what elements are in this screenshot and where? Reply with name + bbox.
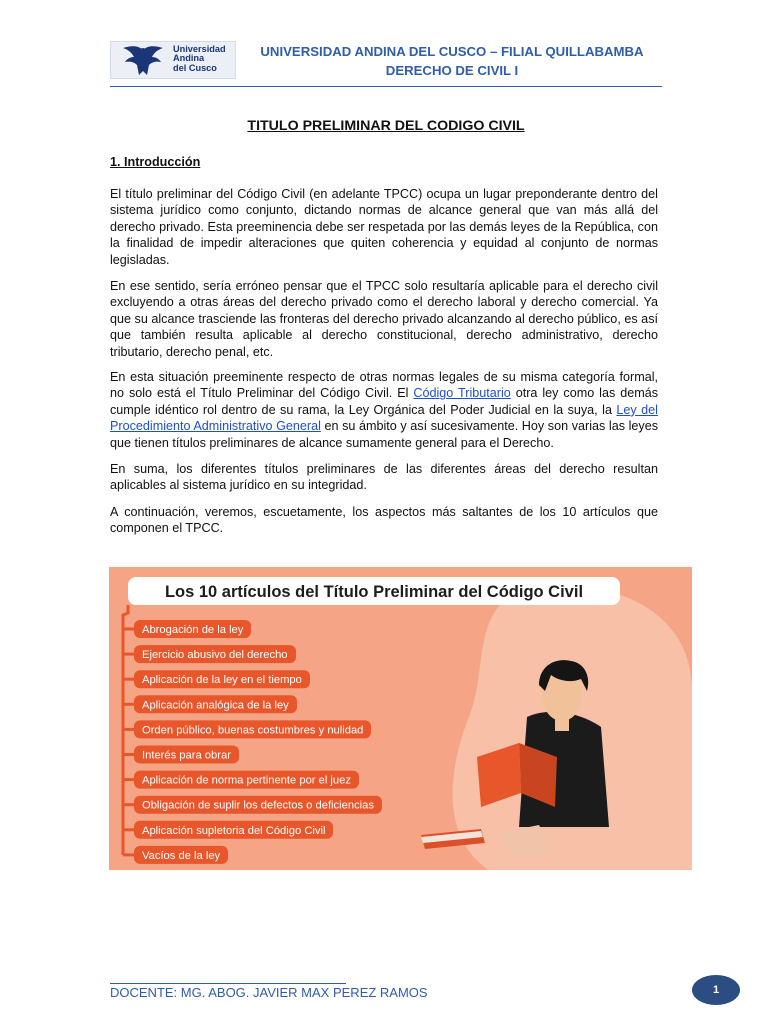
paragraph-5: A continuación, veremos, escuetamente, los aspectos más saltantes de los 10 artículos que componen el TPCC. xyxy=(110,505,658,536)
paragraph-2: En ese sentido, sería erróneo pensar que el TPCC solo resultaría aplicable para el derecho civil excluyendo a otras áreas del derecho privado como el derecho laboral y derecho comercial. Ya que su alcance trasciende las fronteras del derecho privado alcanzando al derecho público, es así que también resulta aplicable al derecho constitucional, derecho administrativo, derecho tributario, derecho penal, etc. xyxy=(110,279,658,359)
document-title: TITULO PRELIMINAR DEL CODIGO CIVIL xyxy=(247,118,525,134)
university-logo xyxy=(110,41,236,79)
footer-teacher: DOCENTE: MG. ABOG. JAVIER MAX PEREZ RAMOS xyxy=(110,985,428,1000)
section-heading: 1. Introducción xyxy=(110,155,201,169)
paragraph-4: En suma, los diferentes títulos preliminares de las diferentes áreas del derecho resultan aplicables al sistema jurídico en su integridad. xyxy=(110,462,658,493)
article-label: Obligación de suplir los defectos o deficiencias xyxy=(142,799,374,812)
infographic xyxy=(109,567,692,870)
article-label: Aplicación de la ley en el tiempo xyxy=(142,674,302,687)
header-university: UNIVERSIDAD ANDINA DEL CUSCO – FILIAL QUILLABAMBA xyxy=(260,44,644,59)
footer-divider xyxy=(110,983,346,984)
article-label: Vacíos de la ley xyxy=(142,849,221,862)
paragraph-1: El título preliminar del Código Civil (en adelante TPCC) ocupa un lugar preponderante dentro del sistema jurídico como conjunto, dictando normas de alcance general que van más allá del derecho privado. Esta preeminencia debe ser respetada por las demás leyes de la República, con la finalidad de impedir alteraciones que quiten coherencia y equidad al conjunto de normas legisladas. xyxy=(110,187,658,267)
link-codigo-tributario[interactable]: Código Tributario xyxy=(413,386,511,401)
article-label: Aplicación supletoria del Código Civil xyxy=(142,824,326,837)
article-label: Interés para obrar xyxy=(142,749,231,762)
article-label: Aplicación analógica de la ley xyxy=(142,699,289,712)
header-divider xyxy=(110,86,662,87)
link-ley-procedimiento-administrativo[interactable]: Ley del Procedimiento Administrativo General xyxy=(110,402,658,434)
article-label: Ejercicio abusivo del derecho xyxy=(142,649,288,662)
infographic-title: Los 10 artículos del Título Preliminar del Código Civil xyxy=(164,583,584,601)
paragraph-3: En esta situación preeminente respecto de otras normas legales de su misma categoría formal, no solo está el Título Preliminar del Código Civil. El Código Tributario otra ley como las demás cumple idéntico rol dentro de su rama, la Ley Orgánica del Poder Judicial en la suya, la Ley del Procedimiento Administrativo General en su ámbito y así sucesivamente. Hoy son varias las leyes que tienen títulos preliminares de alcance sumamente general para el Derecho. xyxy=(110,370,658,450)
article-label: Abrogación de la ley xyxy=(142,624,244,636)
page-number-badge: 1 xyxy=(692,975,740,1005)
header-course: DERECHO DE CIVIL I xyxy=(385,63,519,78)
logo-text: Universidad Andina del Cusco xyxy=(173,44,226,73)
eagle-icon xyxy=(121,44,165,77)
article-label: Orden público, buenas costumbres y nulidad xyxy=(142,724,364,737)
article-label: Aplicación de norma pertinente por el juez xyxy=(142,774,351,787)
